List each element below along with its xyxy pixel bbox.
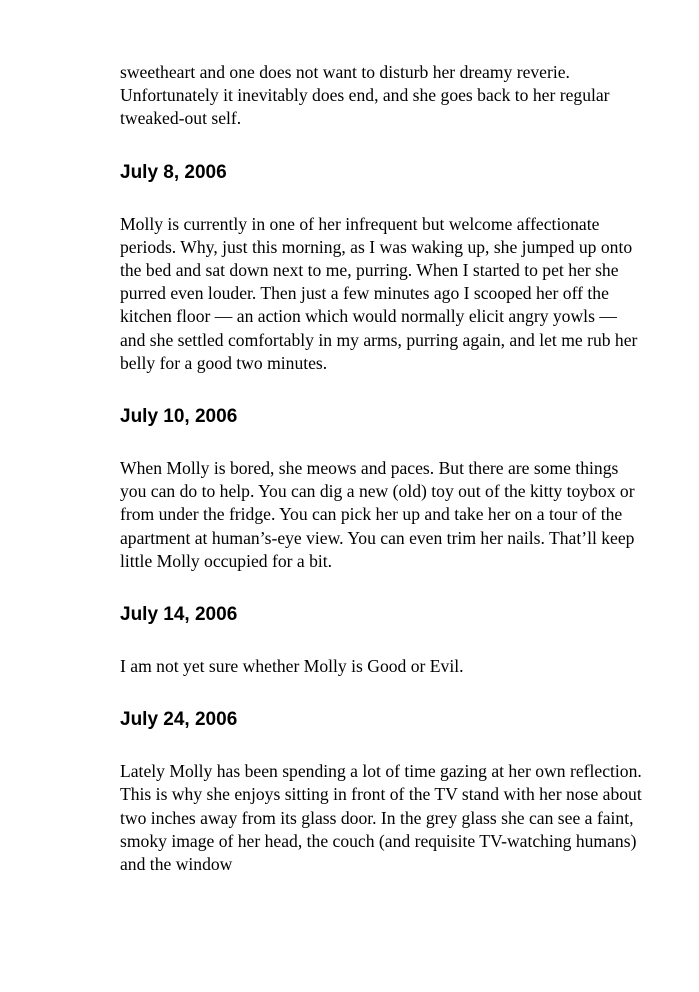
entry-paragraph-july-24: Lately Molly has been spending a lot of time gazing at her own reflection. This is why she enjoys sitting in front of the TV stand with her nose about two inches away from its glass door. In the grey glass she can see a faint, smoky image of her head, the couch (and requisite TV-watching humans) and the window — [120, 761, 642, 875]
entry-date-heading-july-14: July 14, 2006 — [120, 604, 238, 626]
entry-paragraph-july-14: I am not yet sure whether Molly is Good or Evil. — [120, 656, 464, 677]
entry-date-heading-july-24: July 24, 2006 — [120, 709, 238, 731]
entry-paragraph-continued: sweetheart and one does not want to disturb her dreamy reverie. Unfortunately it inevitably does end, and she goes back to her regular tweaked-out self. — [120, 62, 610, 129]
entry-date-heading-july-10: July 10, 2006 — [120, 406, 238, 428]
document-page — [120, 61, 642, 876]
entry-paragraph-july-10: When Molly is bored, she meows and paces. But there are some things you can do to help. You can dig a new (old) toy out of the kitty toybox or from under the fridge. You can pick her up and take her on a tour of the apartment at human’s-eye view. You can even trim her nails. That’ll keep little Molly occupied for a bit. — [120, 458, 635, 571]
entry-date-heading-july-8: July 8, 2006 — [120, 161, 227, 183]
entry-paragraph-july-8: Molly is currently in one of her infrequent but welcome affectionate periods. Why, just this morning, as I was waking up, she jumped up onto the bed and sat down next to me, purring. When I started to pet her she purred even louder. Then just a few minutes ago I scooped her off the kitchen floor — an action which would normally elicit angry yowls — and she settled comfortably in my arms, purring again, and let me rub her belly for a good two minutes. — [120, 213, 638, 373]
